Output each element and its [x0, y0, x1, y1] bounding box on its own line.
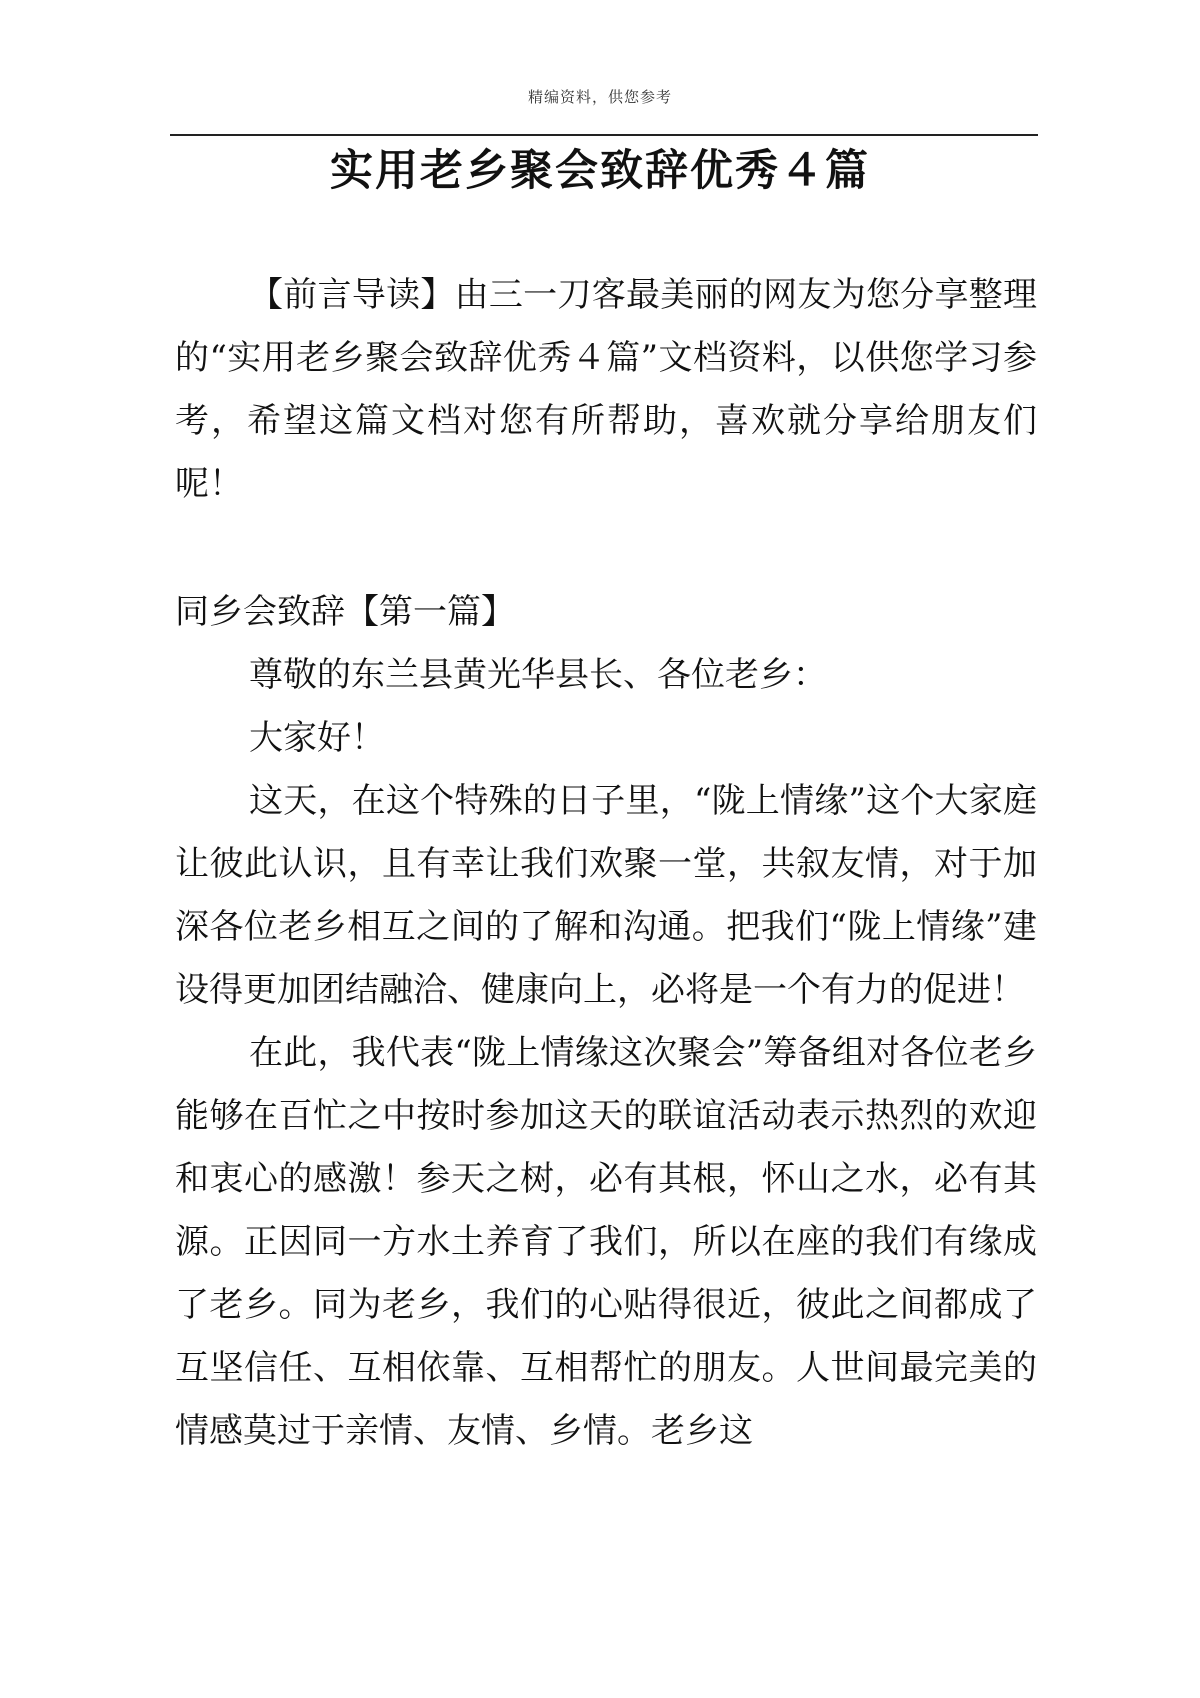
document-body [175, 264, 1037, 1463]
section-spacer [175, 516, 1037, 581]
greeting-paragraph: 大家好！ [249, 718, 385, 758]
page-header-text: 精编资料，供您参考 [527, 88, 672, 106]
header-divider [170, 134, 1038, 136]
document-title: 实用老乡聚会致辞优秀４篇 [330, 146, 870, 196]
body-paragraph: 这天，在这个特殊的日子里，“陇上情缘”这个大家庭让彼此认识，且有幸让我们欢聚一堂，共叙友情，对于加深各位老乡相互之间的了解和沟通。把我们“陇上情缘”建设得更加团结融洽、健康向上，必将是一个有力的促进！ [175, 781, 1037, 1010]
preface-paragraph: 【前言导读】由三一刀客最美丽的网友为您分享整理的“实用老乡聚会致辞优秀４篇”文档资料，以供您学习参考，希望这篇文档对您有所帮助，喜欢就分享给朋友们呢！ [175, 275, 1037, 504]
body-paragraph: 在此，我代表“陇上情缘这次聚会”筹备组对各位老乡能够在百忙之中按时参加这天的联谊活动表示热烈的欢迎和衷心的感激！参天之树，必有其根，怀山之水，必有其源。正因同一方水土养育了我们，所以在座的我们有缘成了老乡。同为老乡，我们的心贴得很近，彼此之间都成了互坚信任、互相依靠、互相帮忙的朋友。人世间最完美的情感莫过于亲情、友情、乡情。老乡这 [175, 1033, 1037, 1451]
section-heading: 同乡会致辞【第一篇】 [175, 592, 515, 632]
salutation-paragraph: 尊敬的东兰县黄光华县长、各位老乡： [249, 655, 827, 695]
